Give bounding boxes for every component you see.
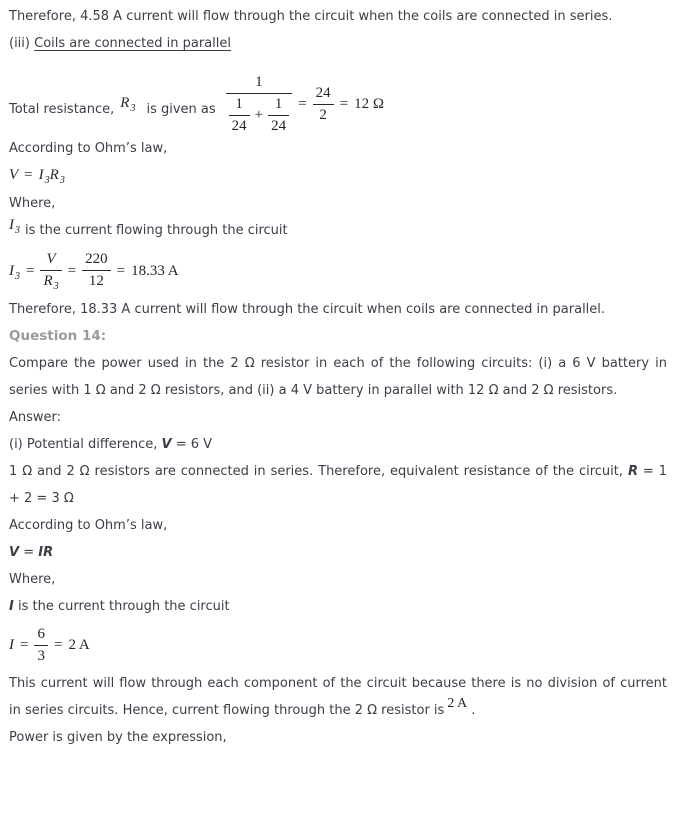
- paragraph-i-description: [9, 593, 667, 620]
- question-14-text: Compare the power used in the 2 Ω resistor in each of the following circuits: (i) a 6 V battery in series with 1 Ω and 2 Ω resistors, and (ii) a 4 V battery in parallel with 12 Ω and 2 Ω resistors.: [9, 355, 667, 398]
- formula-result: 18.33 A: [131, 262, 179, 279]
- formula-result: 12 Ω: [354, 95, 384, 112]
- i3-description-text: is the current flowing through the circuit: [25, 223, 288, 239]
- answer-label: Answer:: [9, 409, 62, 425]
- total-resistance-label: Total resistance,: [9, 102, 115, 118]
- var-r: R: [627, 463, 638, 479]
- paragraph-series-conclusion: Therefore, 4.58 A current will flow through the circuit when the coils are connected in series.: [9, 9, 613, 24]
- fraction-24-2: [313, 84, 334, 125]
- subscript-3: 3: [130, 103, 136, 115]
- paragraph-series-current: [9, 670, 667, 724]
- fraction-1-24-b: [268, 95, 289, 136]
- fraction-bar: [313, 104, 334, 105]
- series-current-text: This current will flow through each component of the circuit because there is no division of current in series circuits. Hence, current flowing through the 2 Ω resistor is: [9, 676, 667, 719]
- i-description-text: is the current through the circuit: [13, 598, 230, 614]
- denominator-r3: [40, 272, 61, 291]
- var-i: I: [9, 217, 14, 234]
- heading-parallel-case: [9, 30, 667, 57]
- numerator: 1: [274, 95, 283, 112]
- series-resistance-text: 1 Ω and 2 Ω resistors are connected in series. Therefore, equivalent resistance of the circuit,: [9, 463, 628, 479]
- formula-i-calculation: [9, 625, 90, 666]
- fraction-bar: [268, 115, 289, 116]
- formula-parallel-resistance: [226, 73, 384, 135]
- var-i: I: [9, 637, 14, 653]
- fraction-bar: [82, 270, 111, 271]
- var-ir: IR: [38, 544, 54, 560]
- subscript-3: 3: [53, 281, 59, 292]
- equals-sign: =: [53, 637, 63, 653]
- paragraph-ohms-law-1: According to Ohm’s law,: [9, 141, 168, 157]
- inline-math-2a: 2 A: [447, 696, 468, 712]
- plus-sign: +: [254, 106, 264, 123]
- equals-sign: =: [24, 167, 33, 184]
- paragraph-power-expression: Power is given by the expression,: [9, 730, 227, 746]
- numerator: 6: [37, 625, 45, 642]
- equals-sign: =: [26, 262, 35, 279]
- lhs-i3: [9, 262, 20, 280]
- var-v: V: [161, 436, 172, 452]
- denominator: 3: [37, 647, 45, 664]
- paragraph-where-1: Where,: [9, 196, 56, 212]
- fraction-main-numerator: 1: [255, 74, 263, 90]
- var-i: I: [38, 167, 44, 184]
- fraction-6-3: [34, 625, 48, 666]
- var-v: V: [9, 544, 20, 560]
- heading-parallel-prefix: (iii): [9, 36, 35, 51]
- fraction-bar: [226, 93, 292, 94]
- fraction-bar: [229, 115, 250, 116]
- total-resistance-label-2: is given as: [146, 102, 216, 118]
- fraction-main: [226, 73, 292, 135]
- series-resistance-value: = 1 + 2 = 3 Ω: [9, 463, 667, 506]
- subscript-3: 3: [15, 225, 20, 237]
- subscript-3: 3: [44, 175, 50, 187]
- potential-difference-text: (i) Potential difference,: [9, 436, 162, 452]
- formula-v-i3r3: [9, 162, 667, 190]
- paragraph-where-2: Where,: [9, 571, 56, 587]
- fraction-220-12: [82, 250, 111, 291]
- subscript-3: 3: [59, 175, 65, 187]
- numerator: 24: [315, 84, 331, 101]
- fraction-1-24-a: [229, 95, 250, 136]
- fraction-bar: [34, 645, 48, 646]
- fraction-main-denominator: [226, 95, 292, 136]
- subscript-3: 3: [15, 270, 20, 282]
- heading-parallel-title: Coils are connected in parallel: [34, 36, 231, 51]
- formula-v-ir: [9, 539, 667, 566]
- denominator: 24: [231, 117, 247, 134]
- equals-sign: =: [67, 262, 77, 279]
- fraction-v-r3: [40, 250, 61, 291]
- denominator: 2: [319, 106, 327, 123]
- equals-sign: =: [20, 637, 29, 653]
- series-current-period: .: [467, 703, 476, 719]
- paragraph-parallel-conclusion: Therefore, 18.33 A current will flow through the circuit when coils are connected in parallel.: [9, 301, 606, 317]
- inline-math-r3: [120, 90, 135, 118]
- equals-sign: =: [116, 262, 126, 279]
- potential-difference-value: = 6 V: [171, 436, 213, 452]
- equals-sign: =: [298, 95, 307, 112]
- var-i: I: [9, 598, 14, 614]
- denominator: 12: [88, 273, 104, 289]
- numerator: 1: [235, 95, 243, 112]
- fraction-bar: [40, 270, 61, 271]
- inline-math-i3: [9, 217, 20, 237]
- var-r: R: [49, 167, 59, 184]
- equals-sign: =: [19, 544, 39, 560]
- paragraph-series-resistance: [9, 458, 667, 512]
- denominator: 24: [271, 117, 287, 134]
- answer-line-potential-difference: [9, 431, 667, 458]
- var-i: I: [9, 262, 14, 279]
- total-resistance-line: [9, 61, 667, 134]
- equals-sign: =: [339, 95, 349, 112]
- formula-i3-calculation: [9, 250, 179, 291]
- var-r: R: [43, 273, 53, 289]
- question-14-heading: Question 14:: [9, 327, 107, 344]
- formula-result: 2 A: [68, 637, 90, 653]
- var-v: V: [9, 167, 19, 184]
- var-r: R: [120, 95, 130, 112]
- numerator-v: V: [46, 251, 56, 268]
- paragraph-ohms-law-2: According to Ohm’s law,: [9, 517, 168, 533]
- paragraph-i3-description: [9, 217, 667, 245]
- numerator: 220: [85, 251, 108, 268]
